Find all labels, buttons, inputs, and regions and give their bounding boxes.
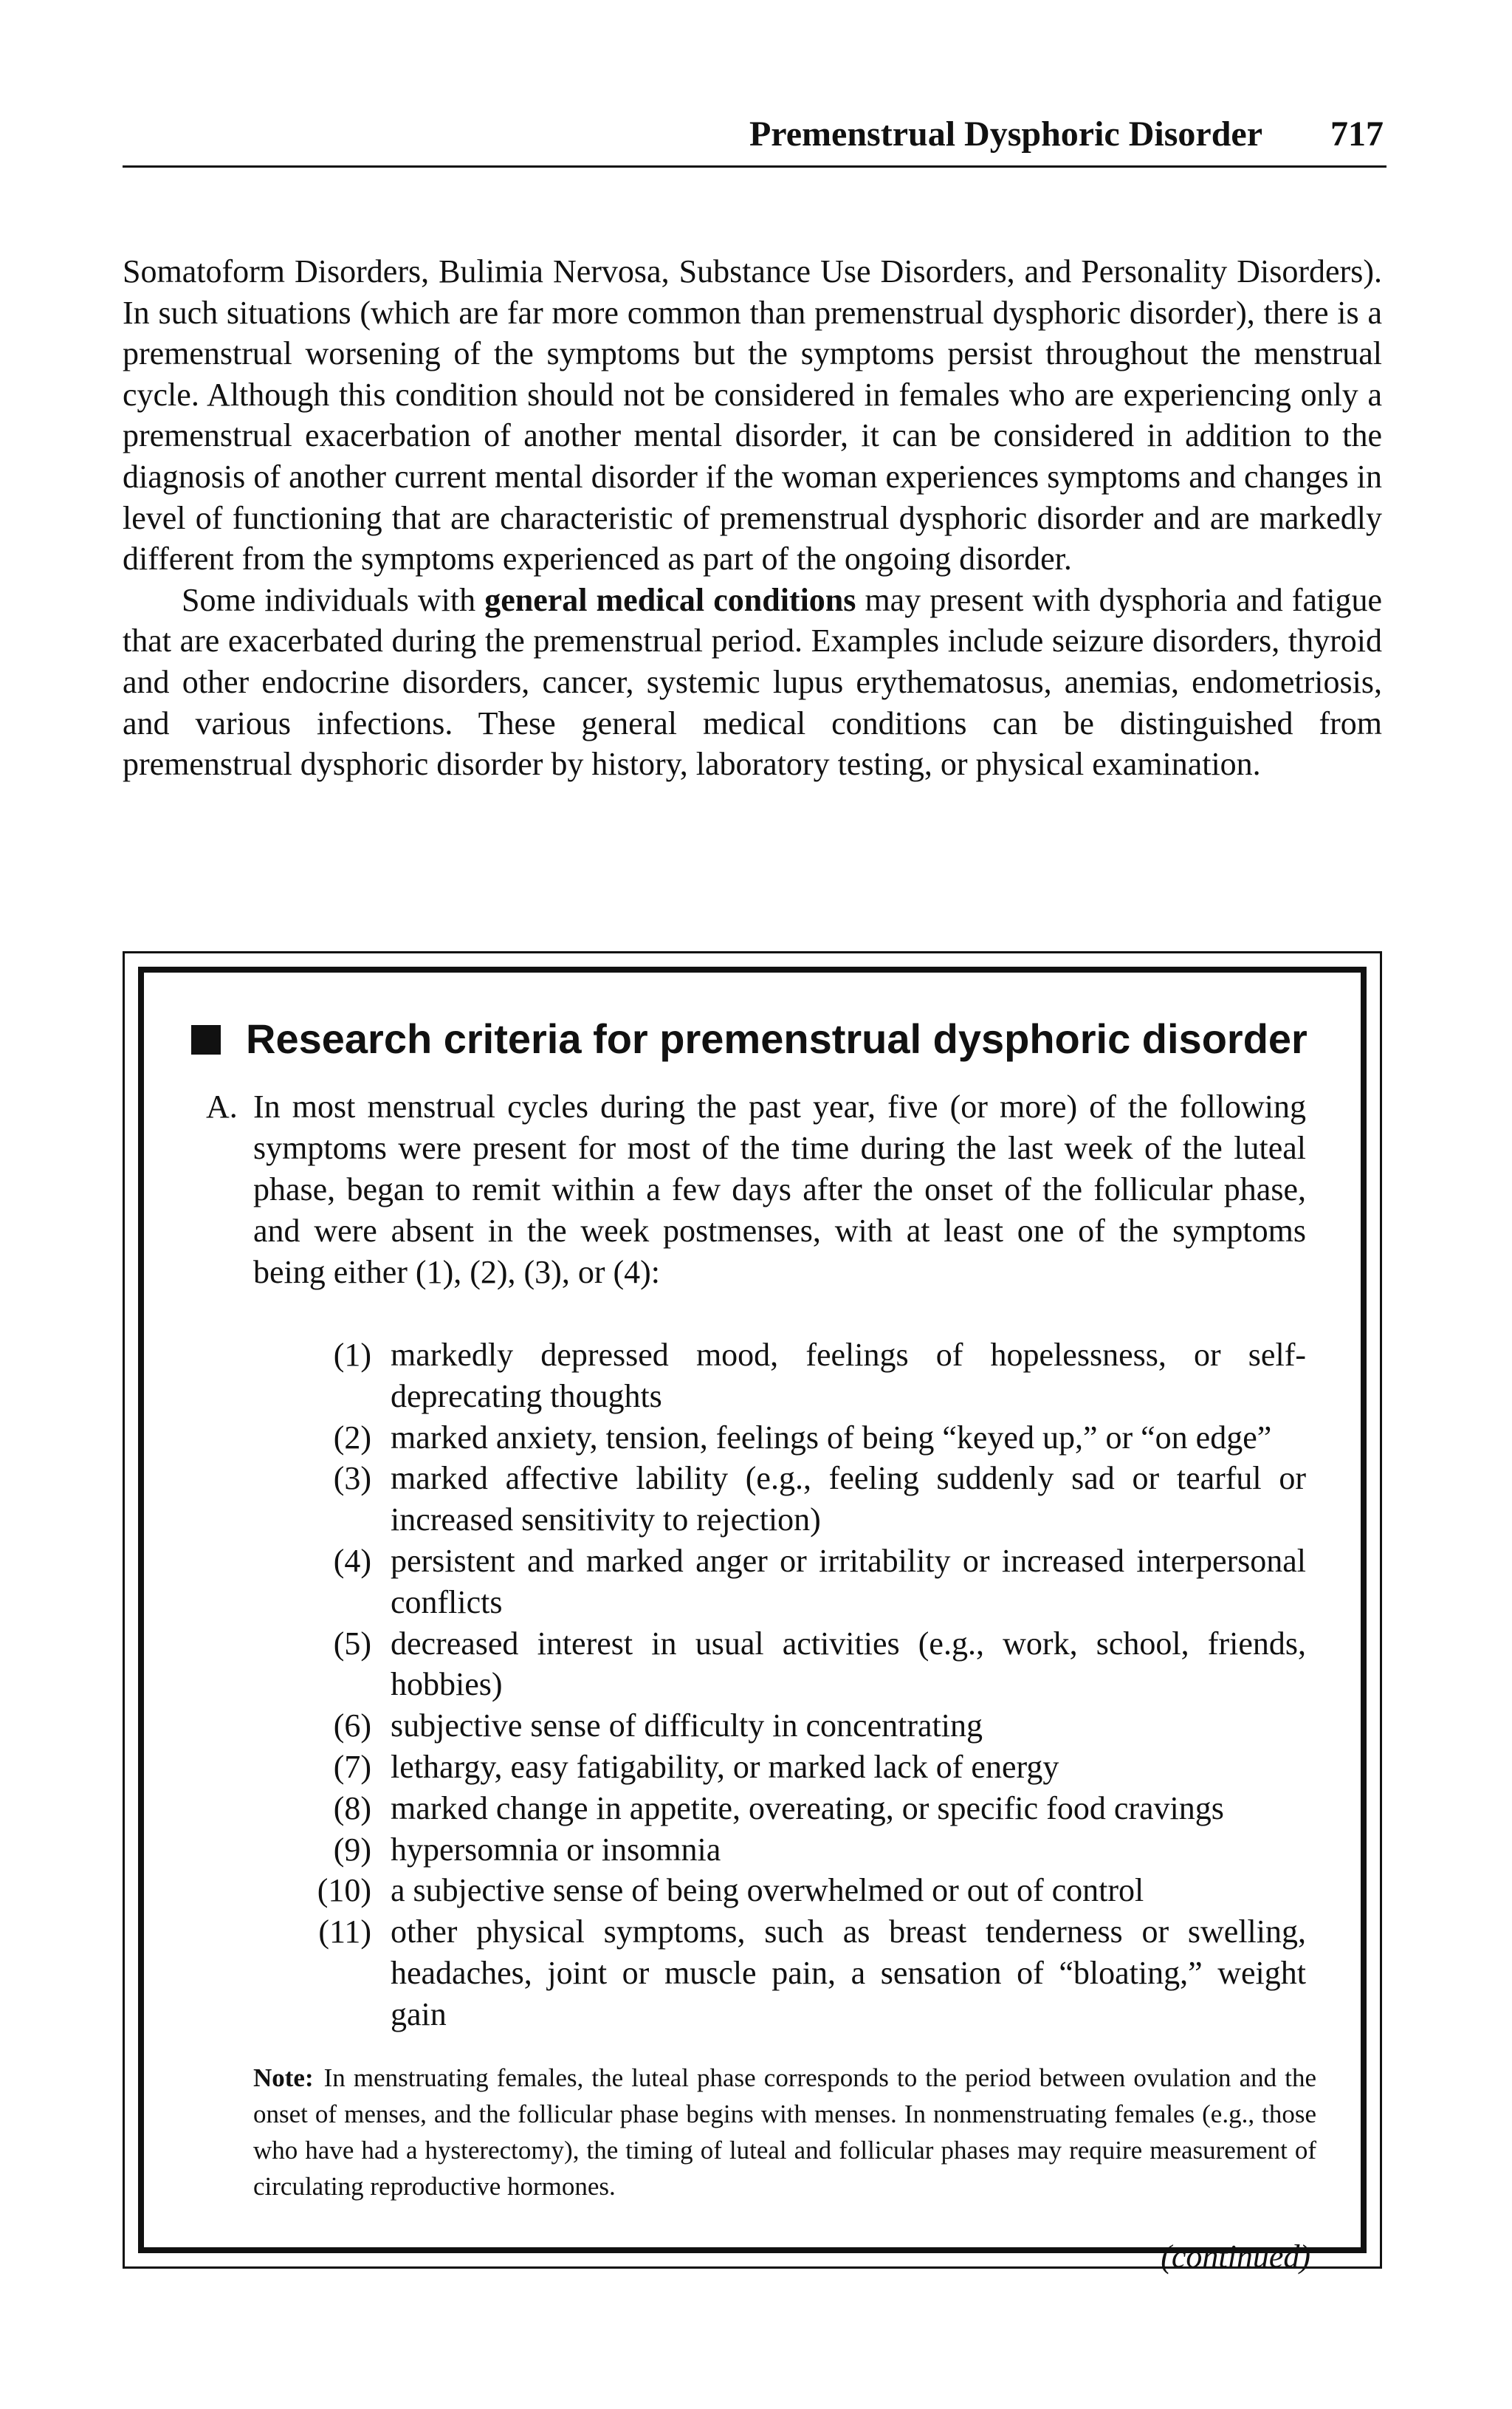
- criterion-text: In most menstrual cycles during the past year, five (or more) of the following symptoms were present for most of the time during the last week of the luteal phase, began to remit within a few days after the onset of the follicular phase, and were absent in the week postmenses, with at least one of the symptoms being either (1), (2), (3), or (4):: [253, 1089, 1306, 1290]
- symptom-number: (4): [333, 1542, 371, 1579]
- symptom-item: [303, 1458, 1306, 1541]
- symptom-list: [303, 1334, 1306, 2035]
- paragraph: Somatoform Disorders, Bulimia Nervosa, Substance Use Disorders, and Personality Disorders). In such situations (which are far more common than premenstrual dysphoric disorder), there is a premenstrual worsening of the symptoms but the symptoms persist throughout the menstrual cycle. Although this condition should not be considered in females who are experiencing only a premenstrual exacerbation of another mental disorder, it can be considered in addition to the diagnosis of another current mental disorder if the woman experiences symptoms and changes in level of functioning that are characteristic of premenstrual dysphoric disorder and are markedly different from the symptoms experienced as part of the ongoing disorder.: [123, 253, 1382, 578]
- symptom-item: [303, 1829, 1306, 1871]
- symptom-number: (9): [333, 1831, 371, 1868]
- bold-term: general medical conditions: [484, 581, 856, 618]
- symptom-text: marked change in appetite, overeating, or specific food cravings: [391, 1789, 1224, 1826]
- paragraph-text: may present with dysphoria and fatigue that are exacerbated during the premenstrual period. Examples include seizure disorders, thyroid and other endocrine disorders, cancer, systemic lupus erythematosus, anemias, endometriosis, and various infections. These general medical conditions can be distinguished from premenstrual dysphoric disorder by history, laboratory testing, or physical examination.: [123, 581, 1382, 783]
- paragraph-text: Some individuals with: [182, 581, 485, 618]
- symptom-text: decreased interest in usual activities (e.g., work, school, friends, hobbies): [391, 1625, 1306, 1703]
- running-header: [123, 111, 1386, 168]
- criteria-title: [191, 1011, 1343, 1067]
- paragraph: [123, 580, 1382, 785]
- page-number: 717: [1330, 114, 1384, 154]
- symptom-number: (3): [333, 1460, 371, 1497]
- symptom-text: subjective sense of difficulty in concentrating: [391, 1707, 983, 1744]
- symptom-number: (7): [333, 1748, 371, 1785]
- symptom-item: [303, 1747, 1306, 1788]
- symptom-item: [303, 1705, 1306, 1747]
- symptom-text: lethargy, easy fatigability, or marked lack of energy: [391, 1748, 1059, 1785]
- symptom-number: (11): [318, 1913, 371, 1950]
- symptom-item: [303, 1417, 1306, 1459]
- criteria-title-text: Research criteria for premenstrual dysphoric disorder: [246, 1015, 1307, 1062]
- symptom-item: [303, 1334, 1306, 1417]
- criterion-a: [206, 1086, 1306, 1293]
- symptom-text: hypersomnia or insomnia: [391, 1831, 721, 1868]
- symptom-text: marked anxiety, tension, feelings of being “keyed up,” or “on edge”: [391, 1419, 1272, 1456]
- symptom-text: persistent and marked anger or irritability or increased interpersonal conflicts: [391, 1542, 1306, 1620]
- symptom-item: [303, 1541, 1306, 1623]
- symptom-number: (2): [333, 1419, 371, 1456]
- symptom-text: marked affective lability (e.g., feeling suddenly sad or tearful or increased sensitivity to rejection): [391, 1460, 1306, 1538]
- symptom-text: markedly depressed mood, feelings of hopelessness, or self-deprecating thoughts: [391, 1337, 1306, 1414]
- symptom-number: (1): [333, 1337, 371, 1373]
- note: [253, 2060, 1316, 2204]
- symptom-item: [303, 1623, 1306, 1706]
- criteria-box-inner-border: [138, 967, 1367, 2275]
- symptom-item: [303, 1911, 1306, 2035]
- square-bullet-icon: [191, 1025, 221, 1055]
- symptom-item: [303, 1788, 1306, 1829]
- symptom-number: (5): [333, 1625, 371, 1662]
- symptom-text: other physical symptoms, such as breast tenderness or swelling, headaches, joint or muscle pain, a sensation of “bloating,” weight gain: [391, 1913, 1306, 2032]
- note-label: Note:: [253, 2063, 314, 2092]
- note-text: In menstruating females, the luteal phase corresponds to the period between ovulation and the onset of menses, and the follicular phase begins with menses. In nonmenstruating females (e.g., those who have had a hysterectomy), the timing of luteal and follicular phases may require measurement of circulating reproductive hormones.: [253, 2063, 1316, 2201]
- symptom-number: (6): [333, 1707, 371, 1744]
- symptom-number: (8): [333, 1789, 371, 1826]
- header-title: Premenstrual Dysphoric Disorder: [749, 114, 1262, 154]
- criterion-letter: A.: [206, 1089, 238, 1125]
- symptom-text: a subjective sense of being overwhelmed or out of control: [391, 1872, 1144, 1909]
- criteria-box: [123, 951, 1382, 2275]
- body-text: [123, 251, 1382, 785]
- symptom-number: (10): [317, 1872, 371, 1909]
- continued-label: (continued): [1161, 2238, 1310, 2275]
- symptom-item: [303, 1870, 1306, 1911]
